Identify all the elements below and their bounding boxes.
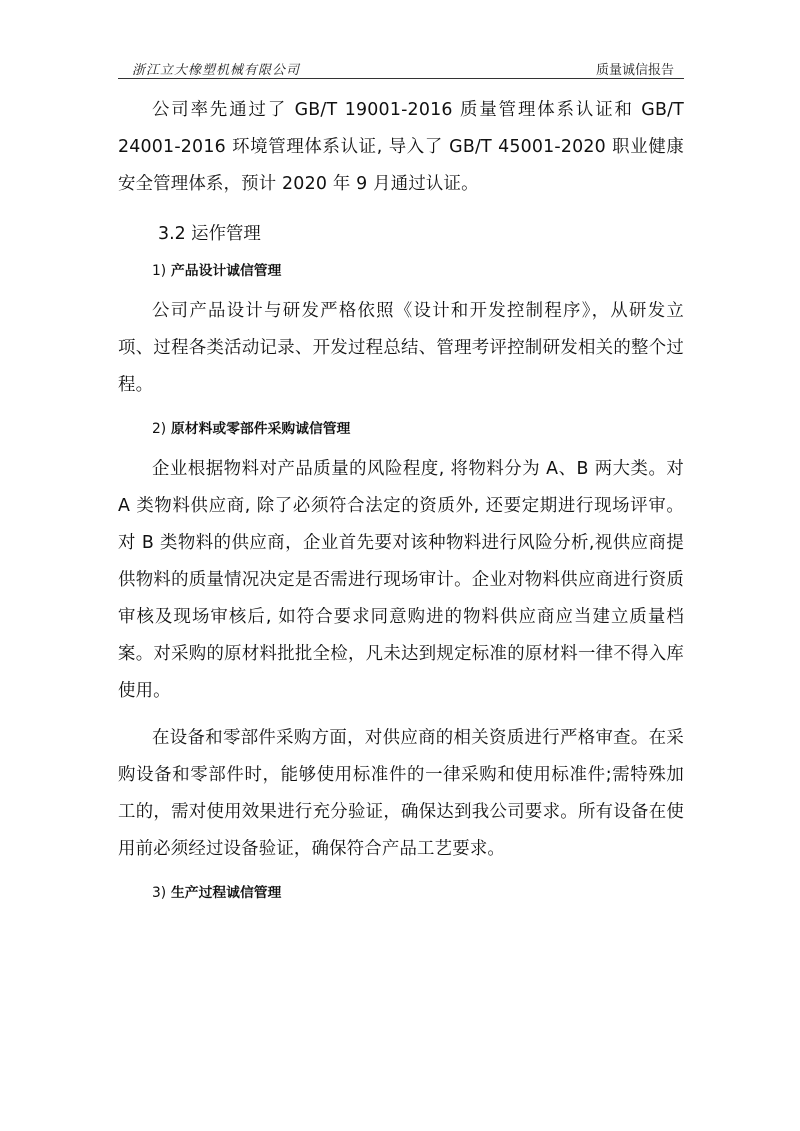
procurement-paragraph-1: 企业根据物料对产品质量的风险程度, 将物料分为 A、B 两大类。对 A 类物料供应商, 除了必须符合法定的资质外, 还要定期进行现场评审。对 B 类物料的供应商，企业首先要对该种物料进行风险分析,视供应商提供物料的质量情况决定是否需进行现场审计。企业对物料供应商进行资质审核及现场审核后, 如符合要求同意购进的物料供应商应当建立质量档案。对采购的原材料批批全检，凡未达到规定标准的原材料一律不得入库使用。	[118, 459, 684, 701]
page-header	[118, 52, 684, 79]
subsection-heading-3	[118, 880, 684, 906]
paragraph-gap	[118, 710, 684, 720]
procurement-paragraph-2: 在设备和零部件采购方面，对供应商的相关资质进行严格审查。在采购设备和零部件时，能够使用标准件的一律采购和使用标准件;需特殊加工的，需对使用效果进行充分验证，确保达到我公司要求。所有设备在使用前必须经过设备验证，确保符合产品工艺要求。	[118, 728, 684, 859]
header-report-title: 质量诚信报告	[595, 63, 674, 78]
section-heading-3-2: 3.2 运作管理	[158, 224, 261, 244]
subsection-title: 产品设计诚信管理	[170, 263, 282, 279]
subsection-title: 生产过程诚信管理	[170, 885, 282, 901]
document-body	[118, 92, 684, 915]
header-company-name: 浙江立大橡塑机械有限公司	[132, 63, 301, 78]
subsection-number: 3)	[152, 885, 167, 901]
subsection-number: 1)	[152, 263, 167, 279]
subsection-heading-1	[118, 258, 684, 284]
subsection-number: 2)	[152, 421, 167, 437]
subsection-title: 原材料或零部件采购诚信管理	[170, 421, 351, 437]
intro-paragraph: 公司率先通过了 GB/T 19001-2016 质量管理体系认证和 GB/T 24001-2016 环境管理体系认证, 导入了 GB/T 45001-2020 职业健康安全管理体系，预计 2020 年 9 月通过认证。	[118, 100, 684, 194]
subsection-heading-2	[118, 416, 684, 442]
design-management-paragraph: 公司产品设计与研发严格依照《设计和开发控制程序》，从研发立项、过程各类活动记录、开发过程总结、管理考评控制研发相关的整个过程。	[118, 301, 684, 395]
